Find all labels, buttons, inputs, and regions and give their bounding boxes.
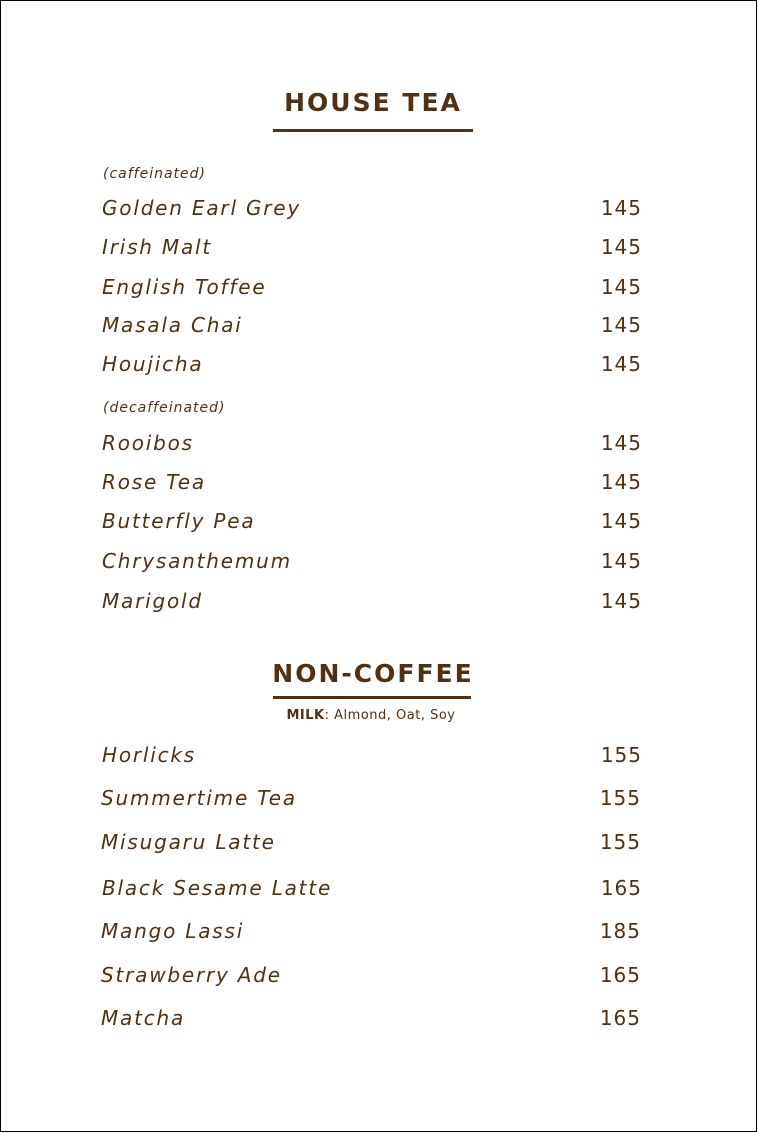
group-note-decaffeinated: (decaffeinated)	[103, 400, 226, 416]
group-note-caffeinated: (caffeinated)	[103, 166, 207, 182]
menu-item	[102, 235, 642, 263]
menu-item	[101, 830, 641, 858]
menu-item-price: 145	[600, 509, 642, 533]
menu-item	[102, 470, 642, 498]
section-title-underline	[273, 129, 473, 132]
section-title-house-tea: HOUSE TEA	[284, 88, 462, 117]
menu-item-price: 145	[600, 470, 642, 494]
milk-label: MILK	[286, 708, 325, 723]
menu-item-price: 155	[600, 743, 642, 767]
menu-item-price: 165	[600, 876, 642, 900]
menu-item-name: English Toffee	[102, 275, 267, 299]
menu-item-name: Golden Earl Grey	[102, 196, 302, 220]
section-title-non-coffee: NON-COFFEE	[272, 659, 474, 688]
menu-item-name: Rose Tea	[102, 470, 206, 494]
menu-item-name: Misugaru Latte	[101, 830, 276, 854]
menu-item	[102, 509, 642, 537]
menu-item-price: 185	[599, 919, 641, 943]
menu-item-name: Houjicha	[102, 352, 204, 376]
menu-item-name: Irish Malt	[102, 235, 213, 259]
menu-item-price: 145	[600, 313, 642, 337]
menu-item	[102, 313, 642, 341]
menu-item-price: 165	[599, 1006, 641, 1030]
menu-item	[101, 786, 641, 814]
menu-item-name: Marigold	[102, 589, 203, 613]
menu-item-price: 145	[600, 196, 642, 220]
menu-item	[101, 1006, 641, 1034]
menu-item	[102, 196, 642, 224]
menu-item-price: 145	[600, 352, 642, 376]
menu-item-name: Summertime Tea	[101, 786, 297, 810]
menu-item-price: 155	[599, 786, 641, 810]
menu-item	[102, 549, 642, 577]
menu-item	[102, 743, 642, 771]
menu-item-price: 155	[599, 830, 641, 854]
menu-item	[102, 431, 642, 459]
menu-item	[102, 589, 642, 617]
menu-item-price: 145	[600, 275, 642, 299]
menu-item	[101, 919, 641, 947]
menu-item-price: 145	[600, 589, 642, 613]
milk-options-note	[0, 708, 742, 723]
menu-item-name: Matcha	[101, 1006, 186, 1030]
menu-item	[101, 963, 641, 991]
menu-item	[102, 275, 642, 303]
menu-item-name: Strawberry Ade	[101, 963, 282, 987]
milk-options: : Almond, Oat, Soy	[324, 708, 456, 723]
section-title-underline	[273, 696, 471, 699]
menu-item-name: Horlicks	[102, 743, 197, 767]
menu-item	[102, 876, 642, 904]
menu-item-name: Butterfly Pea	[102, 509, 256, 533]
menu-item-price: 165	[599, 963, 641, 987]
menu-item-name: Chrysanthemum	[102, 549, 292, 573]
menu-item-price: 145	[600, 431, 642, 455]
menu-item-price: 145	[600, 235, 642, 259]
menu-item-name: Mango Lassi	[101, 919, 245, 943]
menu-item-name: Rooibos	[102, 431, 194, 455]
menu-item-name: Black Sesame Latte	[102, 876, 333, 900]
menu-item-name: Masala Chai	[102, 313, 243, 337]
menu-item-price: 145	[600, 549, 642, 573]
menu-item	[102, 352, 642, 380]
